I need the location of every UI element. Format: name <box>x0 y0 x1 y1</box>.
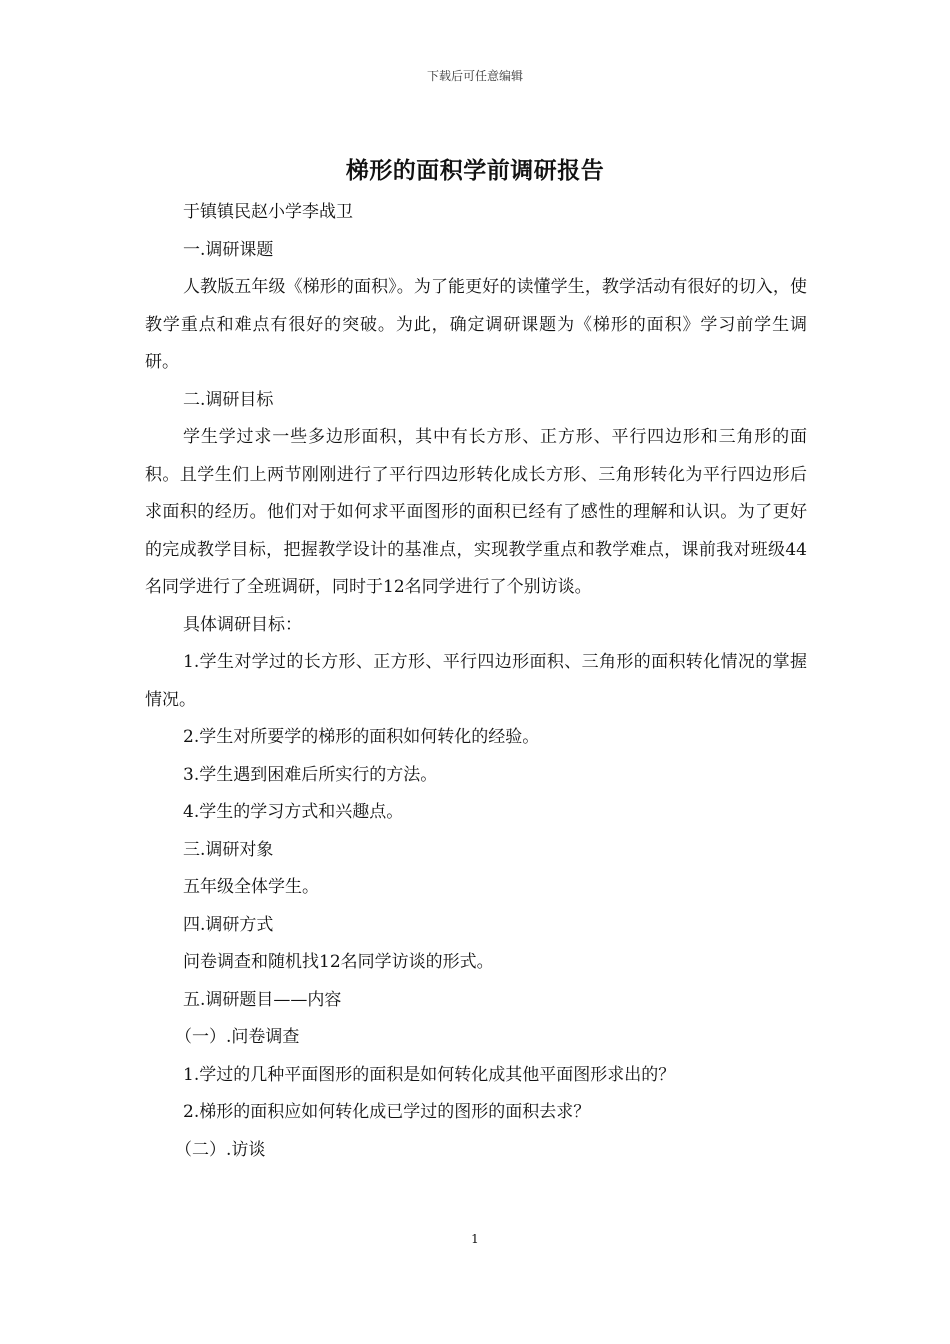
list-item: 3.学生遇到困难后所实行的方法。 <box>183 764 438 785</box>
list-item: 1.学生对学过的长方形、正方形、平行四边形面积、三角形的面积转化情况的掌握情况。 <box>145 652 807 710</box>
page-number: 1 <box>471 1232 479 1246</box>
document-title: 梯形的面积学前调研报告 <box>345 158 605 184</box>
section-heading: 四.调研方式 <box>183 914 274 935</box>
list-item: 2.学生对所要学的梯形的面积如何转化的经验。 <box>183 727 540 747</box>
author-line: 于镇镇民赵小学李战卫 <box>183 202 353 222</box>
section-heading: 五.调研题目——内容 <box>183 989 342 1010</box>
list-item: 1.学过的几种平面图形的面积是如何转化成其他平面图形求出的？ <box>183 1064 676 1085</box>
paragraph: 问卷调查和随机找12名同学访谈的形式。 <box>183 952 494 972</box>
page-header: 下载后可任意编辑 <box>426 69 523 83</box>
paragraph: 具体调研目标： <box>183 614 302 635</box>
list-item: 2.梯形的面积应如何转化成已学过的图形的面积去求？ <box>183 1102 591 1122</box>
section-heading: 三.调研对象 <box>183 839 274 860</box>
subsection-heading: （二）.访谈 <box>175 1139 266 1160</box>
subsection-heading: （一）.问卷调查 <box>175 1027 300 1047</box>
paragraph: 人教版五年级《梯形的面积》。为了能更好的读懂学生，教学活动有很好的切入，使教学重点和难点有很好的突破。为此，确定调研课题为《梯形的面积》学习前学生调研。 <box>145 277 807 372</box>
paragraph: 学生学过求一些多边形面积，其中有长方形、正方形、平行四边形和三角形的面积。且学生们上两节刚刚进行了平行四边形转化成长方形、三角形转化为平行四边形后求面积的经历。他们对于如何求平面图形的面积已经有了感性的理解和认识。为了更好的完成教学目标，把握教学设计的基准点，实现教学重点和教学难点，课前我对班级44名同学进行了全班调研，同时于12名同学进行了个别访谈。 <box>145 427 807 597</box>
document-body <box>145 194 807 1169</box>
paragraph: 五年级全体学生。 <box>183 877 319 897</box>
list-item: 4.学生的学习方式和兴趣点。 <box>183 802 404 822</box>
section-heading: 二.调研目标 <box>183 389 274 410</box>
section-heading: 一.调研课题 <box>183 239 274 260</box>
